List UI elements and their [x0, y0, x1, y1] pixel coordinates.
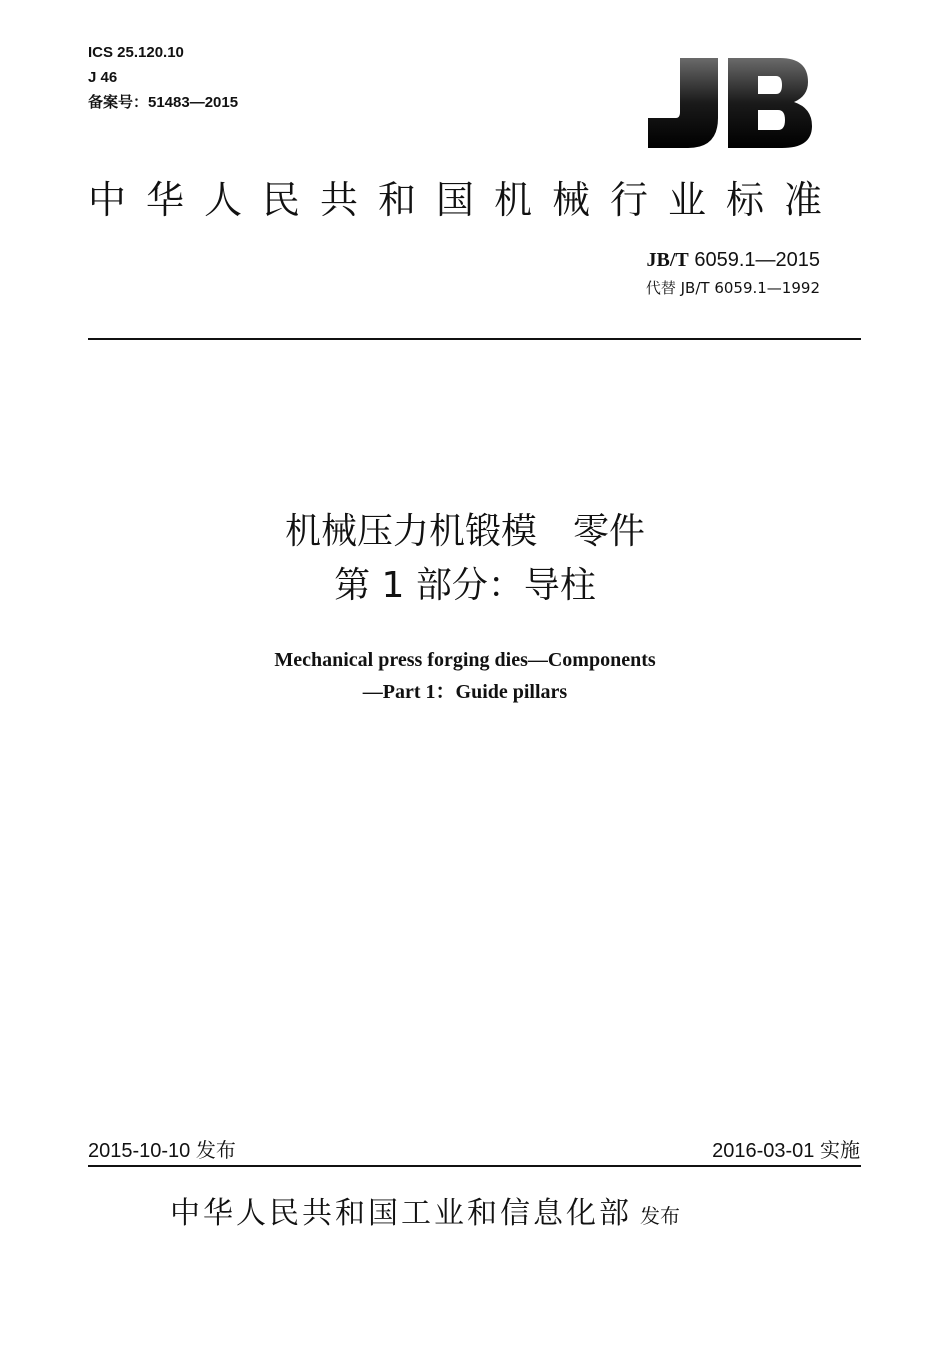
- issue-date-block: [88, 1136, 236, 1165]
- standard-code-prefix: JB/T: [646, 249, 689, 271]
- title-chinese-line-1: 机械压力机锻模 零件: [284, 511, 645, 552]
- classification-block: [88, 40, 238, 115]
- implementation-label: 实施: [820, 1138, 860, 1162]
- organization-title: 中华人民共和国机械行业标准: [88, 178, 843, 222]
- replaced-standard: 代替 JB/T 6059.1—1992: [645, 279, 820, 297]
- top-divider: [88, 338, 861, 340]
- title-english-line-2: —Part 1：Guide pillars: [362, 681, 568, 703]
- category-code: J 46: [88, 69, 118, 86]
- issue-label: 发布: [195, 1138, 236, 1162]
- title-english-line-1: Mechanical press forging dies—Components: [274, 649, 656, 671]
- bottom-divider: [88, 1165, 861, 1167]
- record-number: 备案号：51483—2015: [88, 94, 239, 111]
- jb-logo-graphic: [640, 40, 815, 160]
- title-chinese-line-2: 第 1 部分：导柱: [334, 565, 596, 606]
- issue-date: 2015-10-10: [88, 1140, 191, 1162]
- implementation-date: 2016-03-01: [712, 1140, 815, 1162]
- ics-code: ICS 25.120.10: [88, 44, 184, 61]
- publisher-name: 中华人民共和国工业和信息化部: [170, 1196, 632, 1231]
- publisher-block: [170, 1192, 680, 1238]
- publisher-label: 发布: [640, 1204, 680, 1228]
- jb-logo: [640, 40, 815, 160]
- implementation-date-block: [712, 1136, 860, 1165]
- standard-code: [647, 246, 820, 274]
- standard-code-number: 6059.1—2015: [694, 249, 820, 271]
